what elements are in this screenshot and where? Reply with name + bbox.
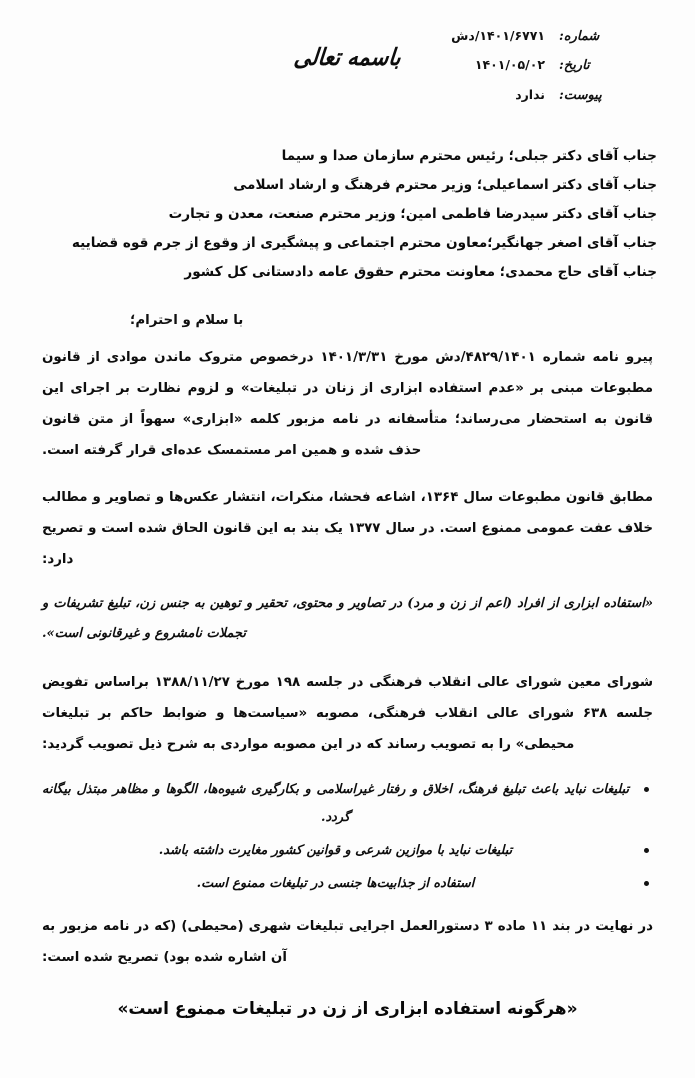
letterhead-number-value: ۱۴۰۱/۶۷۷۱/دش [451, 28, 545, 43]
approved-items-list [42, 776, 653, 897]
basmaleh-heading: باسمه تعالی [292, 42, 403, 71]
quoted-law-text: «استفاده ابزاری از افراد (اعم از زن و مرد) در تصاویر و محتوی، تحقیر و توهین به جنس زن، تبلیغ تشریفات و تجملات نامشروع و غیرقانونی است». [42, 596, 653, 642]
salutation: با سلام و احترام؛ [130, 312, 244, 328]
list-item-text: استفاده از جذابیت‌ها جنسی در تبلیغات ممنوع است. [196, 875, 475, 891]
letterhead-number-label: شماره: [559, 29, 600, 44]
list-item [42, 837, 653, 864]
bullet-dot-icon [644, 881, 649, 886]
paragraph-final-directive: در نهایت در بند ۱۱ ماده ۳ دستورالعمل اجرایی تبلیغات شهری (محیطی) (که در نامه مزبور به آن اشاره شده بود) تصریح شده است: [42, 918, 654, 966]
list-item [42, 776, 653, 830]
letterhead-attachment-label: پیوست: [559, 87, 602, 103]
addressee-line: جناب آقای اصغر جهانگیر؛معاون محترم اجتماعی و پیشگیری از وقوع از جرم قوه قضاییه [71, 234, 657, 251]
letterhead-date-label: تاریخ: [559, 58, 590, 74]
addressee-line: جناب آقای حاج محمدی؛ معاونت محترم حقوق عامه دادستانی کل کشور [184, 263, 657, 280]
letterhead-attachment-row [371, 81, 621, 110]
bullet-dot-icon [644, 848, 649, 853]
addressee-list [38, 142, 657, 287]
document-header [0, 0, 695, 120]
letterhead-date-row [371, 51, 621, 80]
addressee-line: جناب آقای دکتر جبلی؛ رئیس محترم سازمان صدا و سیما [281, 148, 657, 164]
letterhead-date-value: ۱۴۰۱/۰۵/۰۲ [474, 57, 545, 73]
list-item-text: تبلیغات نباید باعث تبلیغ فرهنگ، اخلاق و رفتار غیراسلامی و بکارگیری شیوه‌ها، الگوها و مظاهر مبتذل بیگانه گردد. [42, 782, 629, 825]
addressee-line: جناب آقای دکتر اسماعیلی؛ وزیر محترم فرهنگ و ارشاد اسلامی [233, 176, 657, 193]
addressee-line: جناب آقای دکتر سیدرضا فاطمی امین؛ وزیر محترم صنعت، معدن و تجارت [168, 205, 657, 222]
letter-body [42, 313, 653, 1019]
letterhead-number-row [371, 22, 621, 51]
paragraph-cultural-council: شورای معین شورای عالی انقلاب فرهنگی در جلسه ۱۹۸ مورخ ۱۳۸۸/۱۱/۲۷ براساس تفویض جلسه ۶۳۸ شورای عالی انقلاب فرهنگی، مصوبه «سیاست‌ها و ضوابط حاکم بر تبلیغات محیطی» را به تصویب رساند که در این مصوبه مواردی به شرح ذیل تصویب گردید: [42, 675, 654, 753]
conclusion-quote: «هرگونه استفاده ابزاری از زن در تبلیغات ممنوع است» [117, 999, 578, 1020]
bullet-dot-icon [644, 787, 649, 792]
letterhead-attachment-value: ندارد [515, 86, 545, 102]
paragraph-followup: پیرو نامه شماره ۴۸۲۹/۱۴۰۱/دش مورخ ۱۴۰۱/۳/۳۱ درخصوص متروک ماندن موادی از قانون مطبوعات مبنی بر «عدم استفاده ابزاری از زنان در تبلیغات» و لزوم نظارت بر اجرای این قانون به استحضار می‌رساند؛ متأسفانه در نامه مزبور کلمه «ابزاری» سهواً از متن قانون حذف شده و همین امر مستمسک عده‌ای قرار گرفته است. [42, 349, 653, 459]
list-item [42, 870, 653, 897]
paragraph-press-law: مطابق قانون مطبوعات سال ۱۳۶۴، اشاعه فحشا، منکرات، انتشار عکس‌ها و تصاویر و مطالب خلاف عفت عمومی ممنوع است. در سال ۱۳۷۷ یک بند به این قانون الحاق شده است و تصریح دارد: [42, 490, 653, 568]
list-item-text: تبلیغات نباید با موازین شرعی و قوانین کشور مغایرت داشته باشد. [158, 842, 513, 858]
letterhead-meta-block [371, 22, 621, 110]
